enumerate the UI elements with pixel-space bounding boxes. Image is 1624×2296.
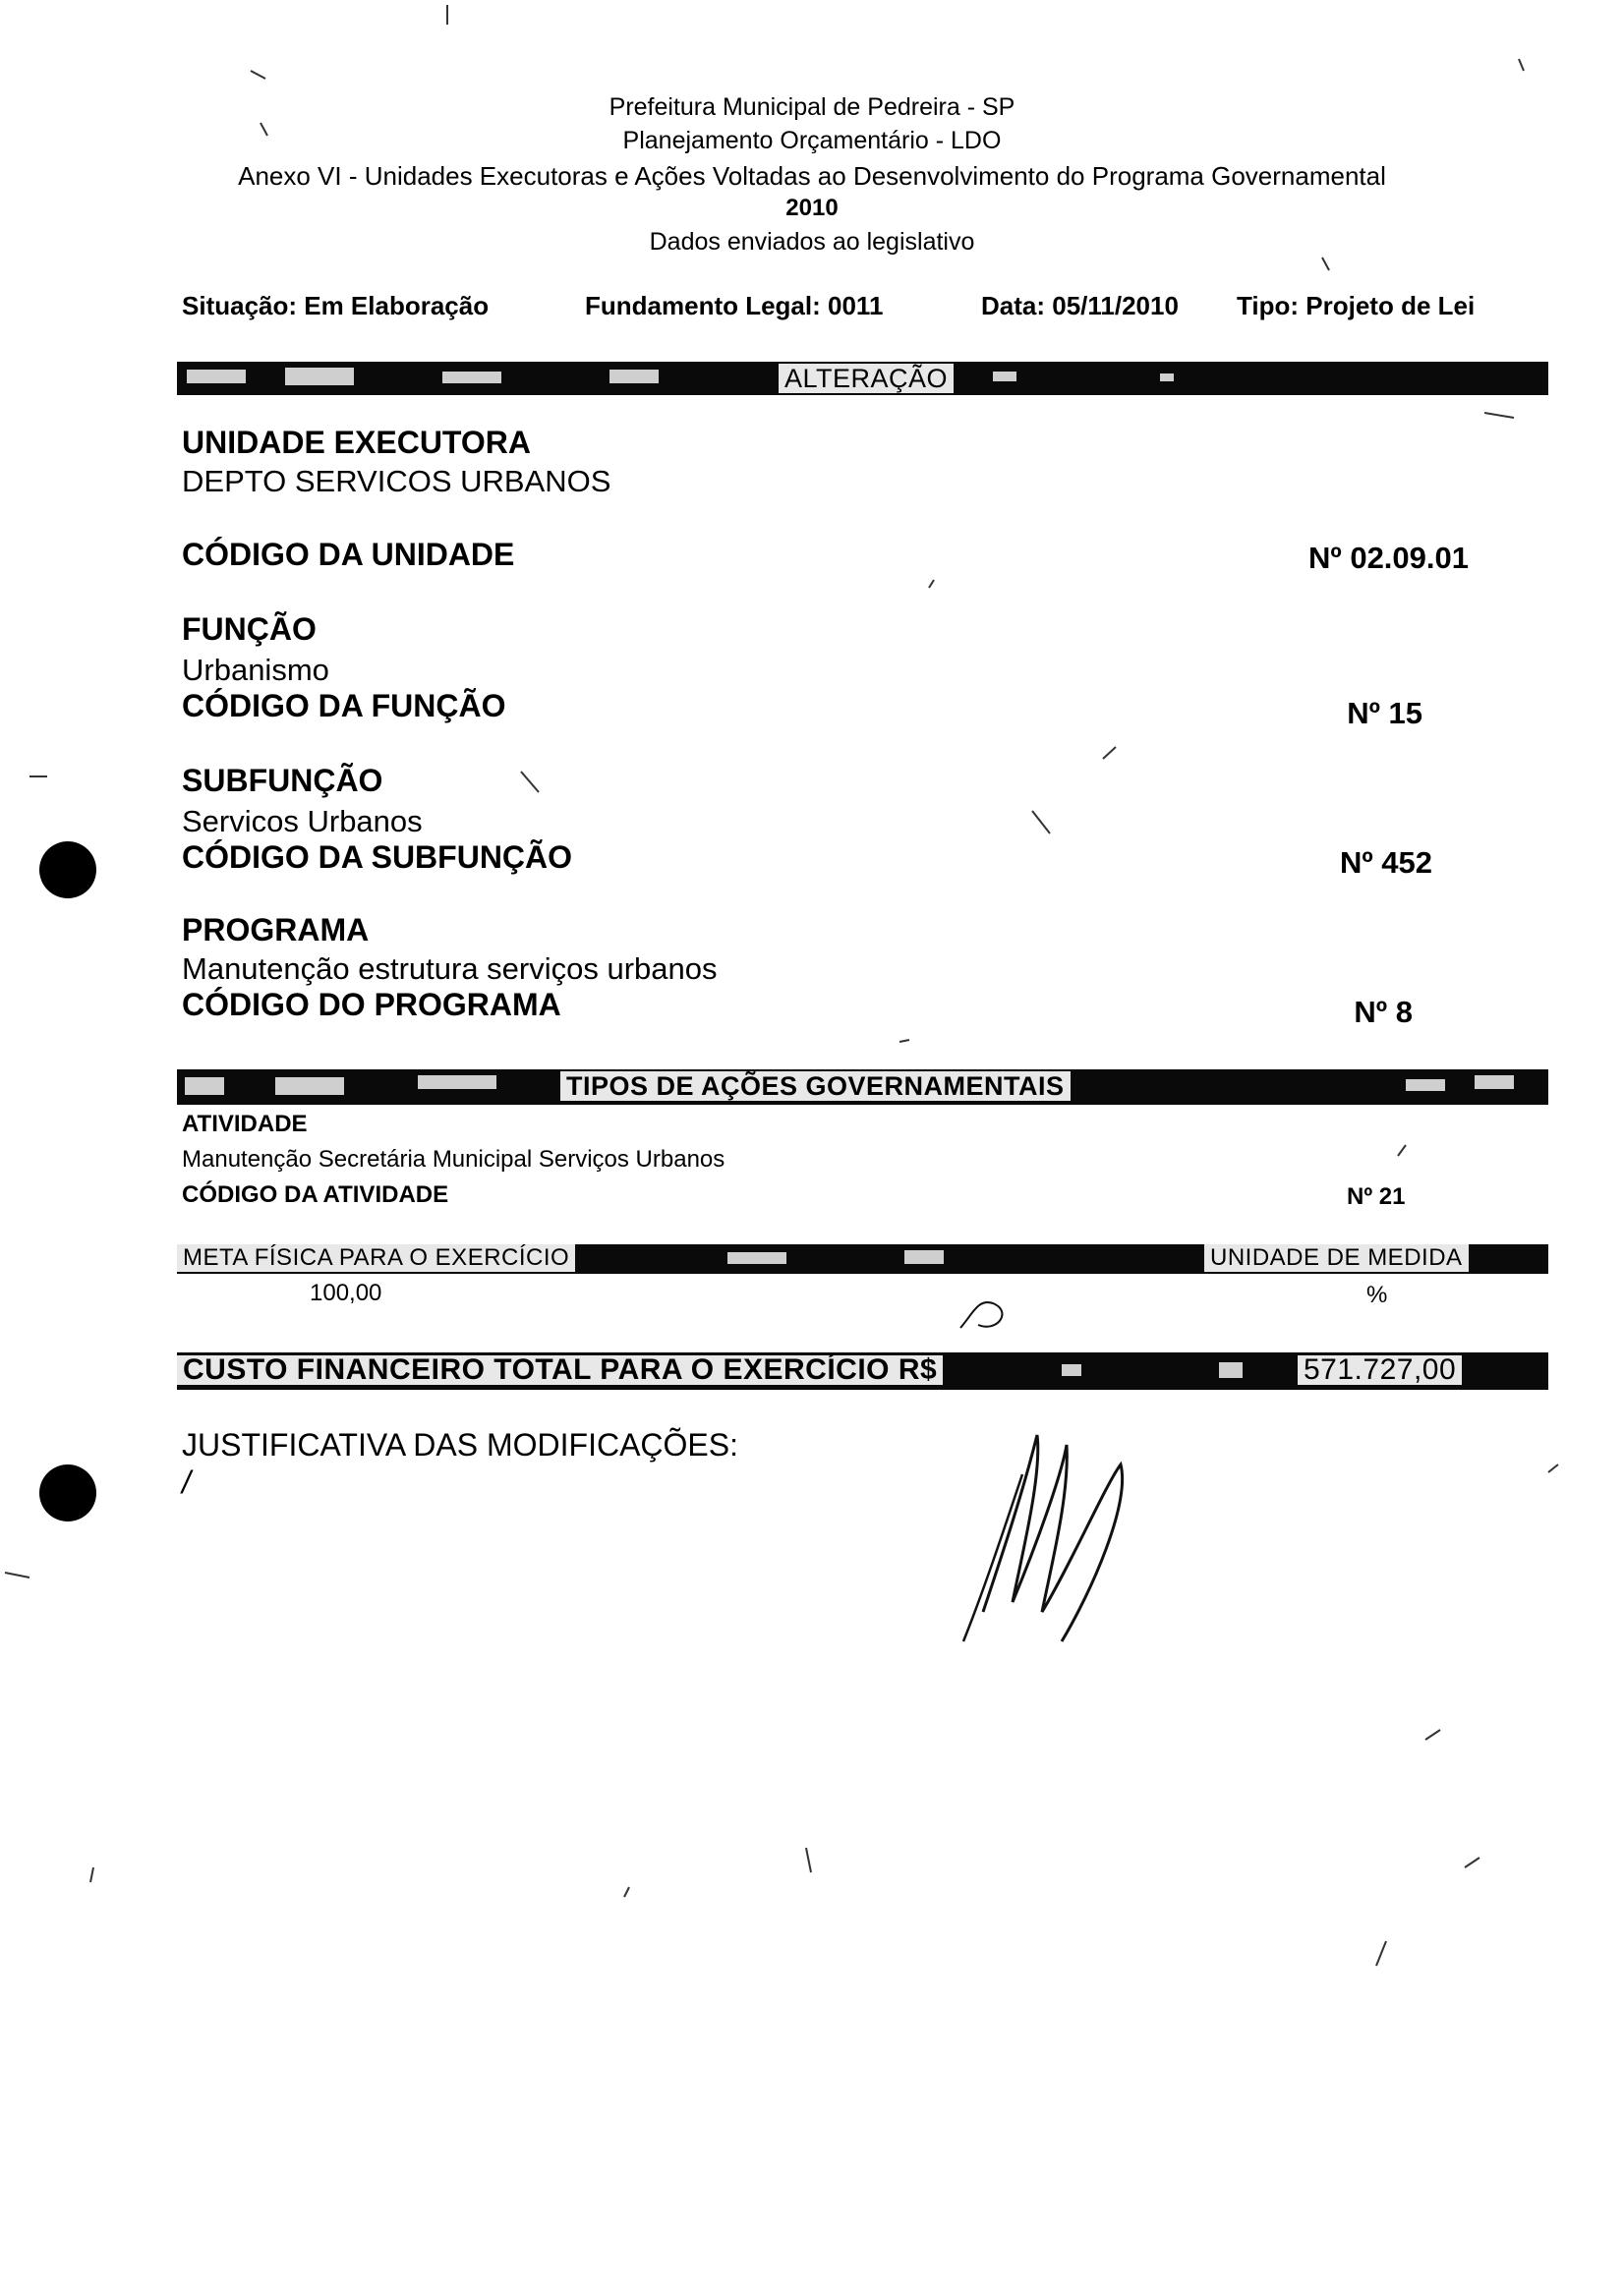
funcao-title: FUNÇÃO [182, 611, 317, 647]
atividade-code: Nº 21 [1347, 1183, 1406, 1210]
meta-situacao: Situação: Em Elaboração [182, 291, 490, 320]
justificativa-label: JUSTIFICATIVA DAS MODIFICAÇÕES: [182, 1427, 738, 1463]
atividade-name: Manutenção Secretária Municipal Serviços Urbanos [182, 1146, 725, 1173]
header-line-3: Anexo VI - Unidades Executoras e Ações Voltadas ao Desenvolvimento do Programa Governamental [238, 161, 1386, 191]
meta-fisica-unit: % [1366, 1282, 1388, 1308]
justificativa-mark: / [182, 1464, 191, 1500]
custo-label: CUSTO FINANCEIRO TOTAL PARA O EXERCÍCIO R$ [177, 1355, 943, 1385]
unidade-title: UNIDADE EXECUTORA [182, 425, 531, 460]
unidade-code: Nº 02.09.01 [1308, 541, 1469, 575]
unidade-medida-label: UNIDADE DE MEDIDA [1204, 1244, 1469, 1272]
subfuncao-code: Nº 452 [1339, 845, 1432, 880]
programa-code-label: CÓDIGO DO PROGRAMA [182, 987, 561, 1022]
atividade-title: ATIVIDADE [182, 1111, 308, 1137]
custo-valor: 571.727,00 [1298, 1355, 1462, 1385]
funcao-code: Nº 15 [1347, 696, 1422, 730]
meta-tipo: Tipo: Projeto de Lei [1237, 291, 1476, 320]
programa-title: PROGRAMA [182, 912, 370, 947]
alteracao-label: ALTERAÇÃO [779, 364, 954, 393]
meta-fisica-value: 100,00 [310, 1280, 382, 1306]
funcao-name: Urbanismo [182, 653, 329, 687]
meta-fundamento: Fundamento Legal: 0011 [585, 291, 884, 320]
programa-name: Manutenção estrutura serviços urbanos [182, 951, 718, 986]
meta-data: Data: 05/11/2010 [981, 291, 1179, 320]
header-line-5: Dados enviados ao legislativo [649, 228, 975, 256]
subfuncao-name: Servicos Urbanos [182, 804, 423, 838]
subfuncao-title: SUBFUNÇÃO [182, 763, 383, 798]
unidade-name: DEPTO SERVICOS URBANOS [182, 464, 611, 498]
header-line-1: Prefeitura Municipal de Pedreira - SP [609, 93, 1015, 121]
subfuncao-code-label: CÓDIGO DA SUBFUNÇÃO [182, 839, 573, 875]
funcao-code-label: CÓDIGO DA FUNÇÃO [182, 688, 506, 723]
tipos-acoes-label: TIPOS DE AÇÕES GOVERNAMENTAIS [560, 1071, 1071, 1101]
atividade-code-label: CÓDIGO DA ATIVIDADE [182, 1181, 449, 1208]
unidade-code-label: CÓDIGO DA UNIDADE [182, 537, 515, 572]
header-year: 2010 [785, 195, 839, 221]
meta-fisica-label: META FÍSICA PARA O EXERCÍCIO [177, 1244, 575, 1272]
header-line-2: Planejamento Orçamentário - LDO [622, 127, 1002, 154]
programa-code: Nº 8 [1354, 995, 1413, 1029]
